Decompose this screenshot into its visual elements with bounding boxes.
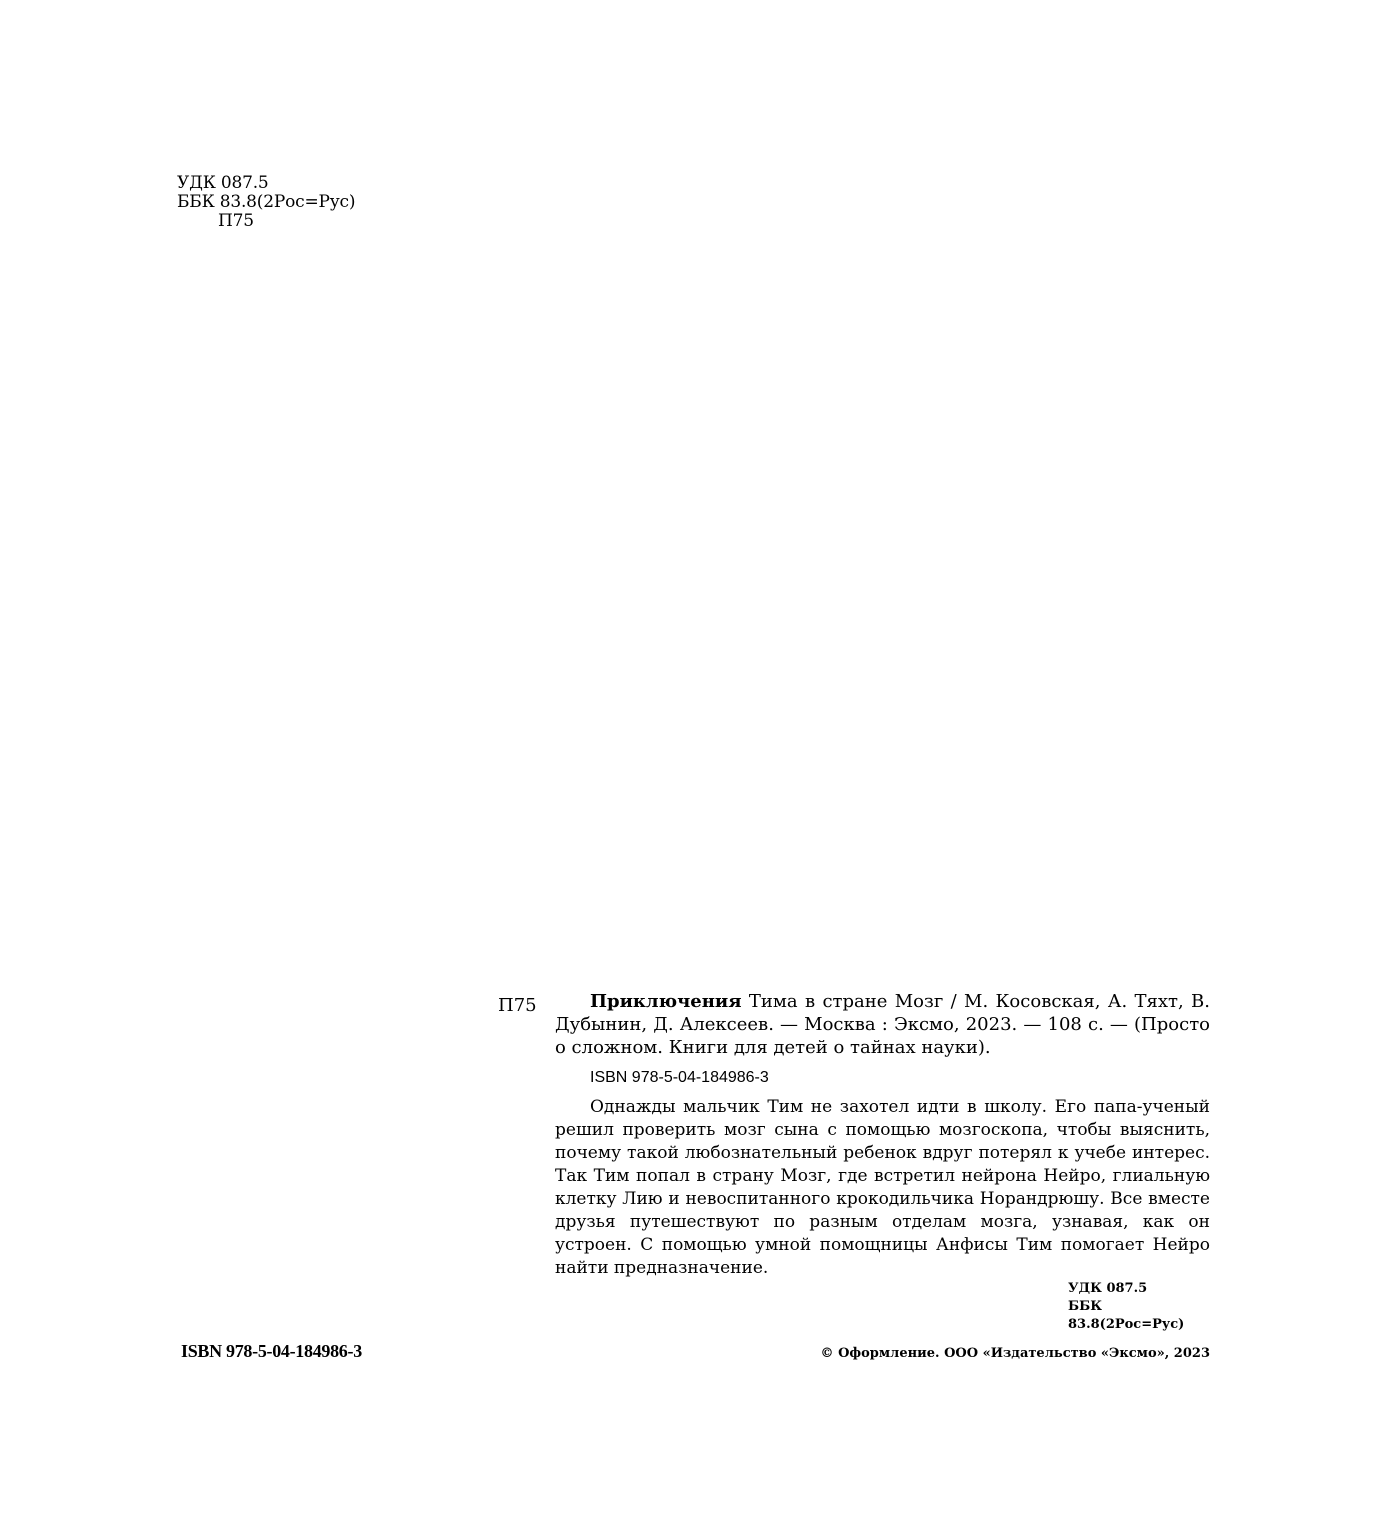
footer-isbn: ISBN 978-5-04-184986-3 xyxy=(181,1341,362,1361)
record-bib-rest: Тима в стране Мозг / М. Косовская, А. Тяхт, В. Дубынин, Д. Алексеев. — Москва : Эксмо, 2023. — 108 с. — (Просто о сложном. Книги для детей о тайнах науки). xyxy=(555,991,1210,1058)
record-isbn: ISBN 978-5-04-184986-3 xyxy=(590,1069,769,1086)
author-mark: П75 xyxy=(218,211,254,231)
udk-code: УДК 087.5 xyxy=(177,173,269,193)
record-udk: УДК 087.5 xyxy=(1068,1281,1148,1296)
footer-copyright: © Оформление. ООО «Издательство «Эксмо», 2023 xyxy=(820,1346,1210,1361)
classification-codes-bottom xyxy=(555,1280,1210,1334)
bbk-code: ББК 83.8(2Рос=Рус) xyxy=(177,192,356,212)
record-title-bold: Приключения xyxy=(590,991,742,1012)
record-bbk: ББК 83.8(2Рос=Рус) xyxy=(1068,1299,1185,1332)
bibliographic-description xyxy=(555,990,1210,1059)
catalog-record xyxy=(555,990,1210,1334)
classification-codes-top xyxy=(177,174,355,231)
record-author-mark: П75 xyxy=(498,995,537,1016)
record-annotation: Однажды мальчик Тим не захотел идти в школу. Его папа-ученый решил проверить мозг сына с помощью мозгоскопа, чтобы выяснить, почему такой любознательный ребенок вдруг потерял к учебе интерес. Так Тим попал в страну Мозг, где встретил нейрона Нейро, глиальную клетку Лию и невоспитанного крокодильчика Норандрюшу. Все вместе друзья путешествуют по разным отделам мозга, узнавая, как он устроен. С помощью умной помощницы Анфисы Тим помогает Нейро найти предназначение. xyxy=(555,1097,1210,1278)
